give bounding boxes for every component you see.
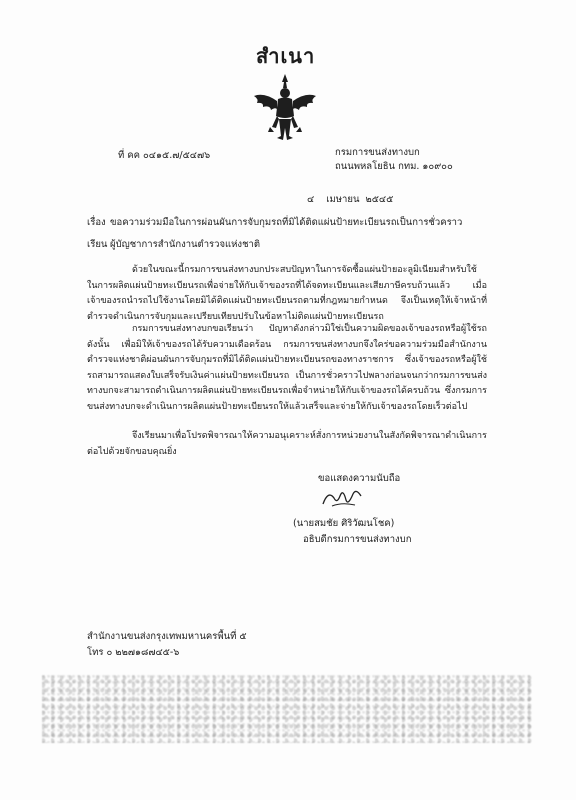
- copy-stamp: สำเนา: [256, 44, 316, 68]
- recipient-label: เรียน: [87, 239, 108, 250]
- closing-salutation: ขอแสดงความนับถือ: [318, 473, 401, 484]
- garuda-emblem-icon: [250, 72, 320, 142]
- signer-name: (นายสมชัย ศิริวัฒนโชค): [293, 518, 395, 529]
- blurred-footer-smudge: [42, 675, 532, 743]
- reference-number: ที่ คค ๐๔๑๕.๗/๕๔๗๖: [118, 150, 211, 161]
- body-paragraph-1: ด้วยในขณะนี้กรมการขนส่งทางบกประสบปัญหาในการจัดซื้อแผ่นป้ายอะลูมิเนียมสำหรับใช้ในการผลิตแผ่นป้ายทะเบียนรถเพื่อจ่ายให้กับเจ้าของรถที่ได้จดทะเบียนและเสียภาษีครบถ้วนแล้ว เมื่อเจ้าของรถนำรถไปใช้งานโดยมิได้ติดแผ่นป้ายทะเบียนรถตามที่กฎหมายกำหนด จึงเป็นเหตุให้เจ้าหน้าที่ตำรวจดำเนินการจับกุมและเปรียบเทียบปรับในข้อหาไม่ติดแผ่นป้ายทะเบียนรถ: [87, 265, 487, 322]
- letter-date: ๔ เมษายน ๒๕๔๕: [307, 194, 394, 205]
- subject-label: เรื่อง: [87, 217, 106, 228]
- recipient-text: ผู้บัญชาการสำนักงานตำรวจแห่งชาติ: [110, 239, 261, 250]
- sender-address: ถนนพหลโยธิน กทม. ๑๐๙๐๐: [335, 161, 453, 172]
- body-paragraph-2: กรมการขนส่งทางบกขอเรียนว่า ปัญหาดังกล่าวมิใช่เป็นความผิดของเจ้าของรถหรือผู้ใช้รถ ดังนั้น เพื่อมิให้เจ้าของรถได้รับความเดือดร้อน กรมการขนส่งทางบกจึงใคร่ขอความร่วมมือสำนักงานตำรวจแห่งชาติผ่อนผันการจับกุมรถที่มิได้ติดแผ่นป้ายทะเบียนรถของทางราชการ ซึ่งเจ้าของรถหรือผู้ใช้รถสามารถแสดงใบเสร็จรับเงินค่าแผ่นป้ายทะเบียนรถ เป็นการชั่วคราวไปพลางก่อนจนกว่ากรมการขนส่งทางบกจะสามารถดำเนินการผลิตแผ่นป้ายทะเบียนรถเพื่อจำหน่ายให้กับเจ้าของรถได้ครบถ้วน ซึ่งกรมการขนส่งทางบกจะดำเนินการผลิตแผ่นป้ายทะเบียนรถให้แล้วเสร็จและจ่ายให้กับเจ้าของรถโดยเร็วต่อไป: [87, 324, 487, 412]
- signature-icon: [320, 484, 365, 512]
- subject-line: [87, 215, 462, 230]
- issuing-office: สำนักงานขนส่งกรุงเทพมหานครพื้นที่ ๕: [87, 631, 247, 642]
- sender-org: กรมการขนส่งทางบก: [335, 147, 420, 158]
- signer-title: อธิบดีกรมการขนส่งทางบก: [303, 534, 412, 545]
- subject-text: ขอความร่วมมือในการผ่อนผันการจับกุมรถที่มิได้ติดแผ่นป้ายทะเบียนรถเป็นการชั่วคราว: [110, 217, 463, 228]
- office-phone: โทร ๐ ๒๒๗๑๘๗๔๕-๖: [87, 647, 180, 658]
- sender-address-block: [335, 146, 453, 174]
- recipient-line: [87, 237, 260, 252]
- body-paragraph-3: จึงเรียนมาเพื่อโปรดพิจารณาให้ความอนุเคราะห์สั่งการหน่วยงานในสังกัดพิจารณาดำเนินการต่อไปด้วยจักขอบคุณยิ่ง: [87, 431, 487, 457]
